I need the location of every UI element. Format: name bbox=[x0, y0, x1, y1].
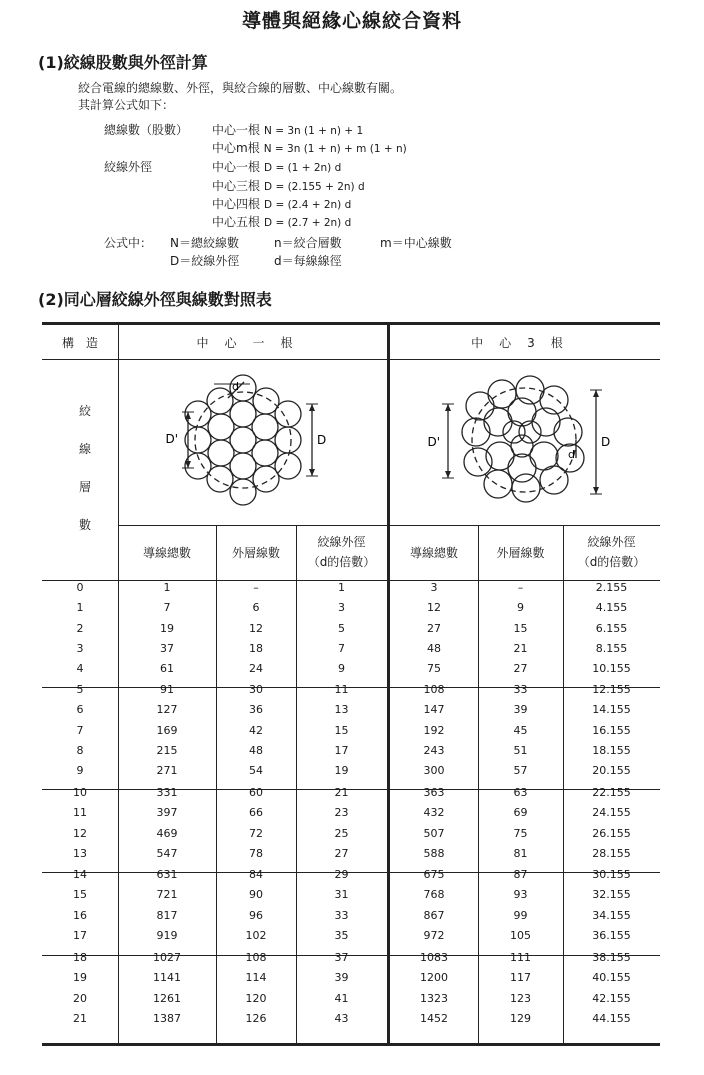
formula-center: 中心一根 bbox=[212, 123, 261, 137]
layer-number-cell: 1 bbox=[76, 601, 84, 615]
layer-number-cell: 6 bbox=[76, 703, 84, 717]
table-cell: 48 bbox=[249, 743, 263, 757]
table-cell: 108 bbox=[245, 951, 267, 964]
formula-expr: D = (1 + 2n) d bbox=[264, 162, 342, 174]
table-cell: 123 bbox=[510, 991, 531, 1005]
table-cell: 21 bbox=[334, 786, 349, 799]
formula-expr: D = (2.4 + 2n) d bbox=[264, 199, 352, 211]
table-cell: 75 bbox=[427, 662, 441, 676]
table-cell: 41 bbox=[334, 991, 349, 1005]
table-cell: 93 bbox=[513, 888, 528, 902]
table-cell: 84 bbox=[249, 868, 263, 881]
intro-line-2: 其計算公式如下： bbox=[78, 98, 175, 112]
table-top-rule bbox=[42, 322, 660, 325]
table-cell: 1323 bbox=[420, 991, 448, 1005]
table-cell: 31 bbox=[334, 888, 349, 902]
table-cell: 1200 bbox=[420, 971, 448, 985]
table-cell: 15 bbox=[334, 723, 349, 737]
table-cell: 469 bbox=[156, 826, 178, 840]
layer-number-cell: 13 bbox=[73, 846, 87, 860]
table-cell: 42 bbox=[249, 723, 263, 737]
col-outer-wires-c3 bbox=[478, 543, 563, 563]
table-cell: 66 bbox=[249, 806, 263, 820]
table-cell: 6 bbox=[252, 601, 260, 615]
table-cell: 22.155 bbox=[592, 786, 631, 799]
table-cell: 4.155 bbox=[595, 601, 628, 615]
table-cell: 75 bbox=[513, 826, 528, 840]
formula-row bbox=[212, 213, 351, 230]
table-cell: 631 bbox=[156, 868, 178, 881]
strand-count-label: 總線數（股數） bbox=[104, 123, 189, 137]
table-cell: 17 bbox=[334, 743, 349, 757]
table-cell: 42.155 bbox=[592, 991, 631, 1005]
table-cell: 21 bbox=[513, 641, 528, 655]
layers-char: 絞 bbox=[78, 404, 91, 418]
col-outer-wires-c1 bbox=[216, 543, 296, 563]
table-cell: 39 bbox=[513, 703, 528, 717]
colhead-text: 導線總數 bbox=[142, 546, 191, 560]
table-cell: 57 bbox=[513, 764, 528, 778]
table-cell: 78 bbox=[249, 846, 263, 860]
table-cell: 111 bbox=[510, 951, 531, 964]
table-cell: 919 bbox=[156, 928, 178, 942]
layer-number-cell: 20 bbox=[73, 991, 87, 1005]
table-cell: 12 bbox=[249, 621, 263, 635]
formula-center: 中心三根 bbox=[212, 179, 261, 193]
table-cell: 363 bbox=[423, 786, 445, 799]
table-cell: 547 bbox=[156, 846, 178, 860]
layer-number-cell: 4 bbox=[76, 662, 84, 676]
colhead-text: 導線總數 bbox=[409, 546, 458, 560]
table-cell: 35 bbox=[334, 928, 349, 942]
table-cell: 43 bbox=[334, 1011, 349, 1025]
center3-header: 中心3根 bbox=[471, 336, 579, 350]
diagram-label-Dprime: D' bbox=[427, 435, 440, 449]
diagram-label-Dprime: D' bbox=[165, 432, 178, 446]
table-cell: 18 bbox=[249, 641, 263, 655]
layer-number-cell: 9 bbox=[76, 764, 84, 778]
table-cell: 397 bbox=[156, 806, 178, 820]
legend-item: d＝每線線徑 bbox=[274, 254, 342, 268]
table-cell: 331 bbox=[156, 786, 178, 799]
table-cell: 127 bbox=[156, 703, 178, 717]
center3-strand-diagram bbox=[390, 360, 660, 525]
table-cell: 192 bbox=[423, 723, 445, 737]
formula-center: 中心一根 bbox=[212, 160, 261, 174]
colhead-text: 絞線外徑 bbox=[317, 535, 366, 549]
table-cell: 1452 bbox=[420, 1011, 448, 1025]
table-cell: 1261 bbox=[153, 991, 181, 1005]
colhead-text: （d的倍數） bbox=[577, 555, 646, 569]
section1-heading: (1)絞線股數與外徑計算 bbox=[38, 53, 208, 72]
table-cell: 117 bbox=[510, 971, 531, 985]
table-cell: 15 bbox=[513, 621, 528, 635]
table-cell: 54 bbox=[249, 764, 263, 778]
table-cell: 87 bbox=[513, 868, 528, 881]
table-cell: 45 bbox=[513, 723, 528, 737]
table-cell: 1027 bbox=[153, 951, 181, 964]
table-cell: 1 bbox=[338, 581, 345, 594]
table-cell: 61 bbox=[160, 662, 174, 676]
diagram-label-D: D bbox=[317, 433, 327, 447]
center1-header: 中心一根 bbox=[196, 336, 309, 350]
table-cell: 768 bbox=[423, 888, 445, 902]
colhead-text: 外層線數 bbox=[231, 546, 280, 560]
layer-number-cell: 14 bbox=[73, 868, 87, 881]
col-outer-dia-c1 bbox=[296, 532, 387, 572]
layers-label bbox=[60, 402, 110, 554]
diagram-label-d: d bbox=[568, 448, 575, 461]
table-cell: 5 bbox=[338, 621, 345, 635]
legend-item: m＝中心線數 bbox=[380, 236, 452, 250]
table-cell: 90 bbox=[249, 888, 263, 902]
table-cell: 972 bbox=[423, 928, 445, 942]
layer-number-cell: 21 bbox=[73, 1011, 87, 1025]
table-cell: 40.155 bbox=[592, 971, 631, 985]
table-cell: 129 bbox=[510, 1011, 531, 1025]
table-cell: 38.155 bbox=[592, 951, 631, 964]
layer-number-cell: 19 bbox=[73, 971, 87, 985]
table-cell: 588 bbox=[423, 846, 445, 860]
layer-number-cell: 5 bbox=[76, 683, 84, 696]
table-cell: 120 bbox=[245, 991, 267, 1005]
layer-number-cell: 16 bbox=[73, 908, 87, 922]
table-cell: 30 bbox=[249, 683, 263, 696]
diagram-label-d: d bbox=[232, 380, 239, 393]
table-cell: 114 bbox=[245, 971, 267, 985]
table-cell: 675 bbox=[423, 868, 445, 881]
colhead-text: 外層線數 bbox=[496, 546, 545, 560]
table-cell: 9 bbox=[517, 601, 524, 615]
structure-header: 構 造 bbox=[61, 336, 98, 350]
formula-center: 中心五根 bbox=[212, 215, 261, 229]
table-cell: 32.155 bbox=[592, 888, 631, 902]
outer-dia-label: 絞線外徑 bbox=[104, 160, 153, 174]
table-cell: 7 bbox=[163, 601, 171, 615]
layers-char: 層 bbox=[78, 480, 91, 494]
page-title: 導體與絕緣心線絞合資料 bbox=[241, 10, 462, 32]
table-cell: 1141 bbox=[153, 971, 181, 985]
table-cell: 19 bbox=[160, 621, 174, 635]
center1-strand-diagram bbox=[118, 360, 387, 525]
formula-row bbox=[212, 158, 341, 175]
formula-expr: D = (2.7 + 2n) d bbox=[264, 217, 352, 229]
col-total-wires-c3 bbox=[390, 543, 478, 563]
formula-center: 中心四根 bbox=[212, 197, 261, 211]
table-cell: 72 bbox=[249, 826, 263, 840]
layer-number-cell: 11 bbox=[73, 806, 87, 820]
table-cell: 105 bbox=[510, 928, 531, 942]
colhead-text: （d的倍數） bbox=[307, 555, 376, 569]
layers-char: 線 bbox=[78, 442, 91, 456]
table-cell: 300 bbox=[423, 764, 445, 778]
layer-number-cell: 2 bbox=[76, 621, 84, 635]
table-cell: 25 bbox=[334, 826, 349, 840]
table-cell: 10.155 bbox=[592, 662, 631, 676]
table-cell: 16.155 bbox=[592, 723, 631, 737]
table-cell: 34.155 bbox=[592, 908, 631, 922]
legend-item: N＝總絞線數 bbox=[170, 236, 239, 250]
formula-row bbox=[212, 121, 363, 138]
table-cell: 37 bbox=[334, 951, 349, 964]
formula-row bbox=[212, 195, 351, 212]
table-cell: 243 bbox=[423, 743, 445, 757]
table-cell: – bbox=[253, 581, 259, 594]
table-cell: 507 bbox=[423, 826, 445, 840]
formula-expr: N = 3n (1 + n) + m (1 + n) bbox=[263, 143, 407, 155]
table-cell: 12.155 bbox=[592, 683, 631, 696]
table-cell: 12 bbox=[427, 601, 441, 615]
colhead-text: 絞線外徑 bbox=[587, 535, 636, 549]
table-cell: 27 bbox=[513, 662, 528, 676]
table-cell: 271 bbox=[156, 764, 178, 778]
table-cell: 14.155 bbox=[592, 703, 631, 717]
table-cell: 7 bbox=[338, 641, 345, 655]
table-cell: 817 bbox=[156, 908, 178, 922]
diagram-label-D: D bbox=[601, 435, 611, 449]
table-cell: 23 bbox=[334, 806, 349, 820]
table-cell: 33 bbox=[334, 908, 349, 922]
table-cell: 91 bbox=[160, 683, 174, 696]
layer-number-cell: 7 bbox=[76, 723, 84, 737]
table-cell: 44.155 bbox=[592, 1011, 631, 1025]
table-cell: 27 bbox=[334, 846, 349, 860]
table-cell: 99 bbox=[513, 908, 528, 922]
table-cell: 27 bbox=[427, 621, 441, 635]
table-cell: 432 bbox=[423, 806, 445, 820]
legend-item: D＝絞線外徑 bbox=[170, 254, 240, 268]
table-cell: 29 bbox=[334, 868, 349, 881]
table-cell: 126 bbox=[245, 1011, 267, 1025]
table-cell: 13 bbox=[334, 703, 349, 717]
formula-expr: N = 3n (1 + n) + 1 bbox=[264, 125, 364, 137]
table-cell: 6.155 bbox=[595, 621, 628, 635]
table-cell: 48 bbox=[427, 641, 441, 655]
section2-heading: (2)同心層絞線外徑與線數對照表 bbox=[38, 290, 272, 309]
table-cell: 33 bbox=[513, 683, 528, 696]
table-cell: 96 bbox=[249, 908, 263, 922]
col-outer-dia-c3 bbox=[563, 532, 660, 572]
table-cell: 37 bbox=[160, 641, 174, 655]
table-cell: 20.155 bbox=[592, 764, 631, 778]
table-bottom-rule bbox=[42, 1043, 660, 1046]
table-cell: – bbox=[517, 581, 524, 594]
table-cell: 9 bbox=[338, 662, 345, 676]
legend-prefix: 公式中： bbox=[104, 236, 153, 250]
table-cell: 1387 bbox=[153, 1011, 181, 1025]
table-cell: 24 bbox=[249, 662, 263, 676]
intro-line-1: 絞合電線的總線數、外徑，與絞合線的層數、中心線數有關。 bbox=[78, 81, 403, 95]
table-cell: 1083 bbox=[420, 951, 448, 964]
table-cell: 19 bbox=[334, 764, 349, 778]
layer-number-cell: 3 bbox=[76, 641, 84, 655]
table-cell: 63 bbox=[513, 786, 528, 799]
layer-number-cell: 17 bbox=[73, 928, 87, 942]
layer-number-cell: 12 bbox=[73, 826, 87, 840]
table-cell: 81 bbox=[513, 846, 528, 860]
table-cell: 8.155 bbox=[595, 641, 628, 655]
layers-char: 數 bbox=[78, 518, 91, 532]
table-cell: 36 bbox=[249, 703, 263, 717]
table-cell: 147 bbox=[423, 703, 445, 717]
table-cell: 102 bbox=[245, 928, 267, 942]
table-cell: 69 bbox=[513, 806, 528, 820]
table-cell: 3 bbox=[338, 601, 345, 615]
legend-item: n＝絞合層數 bbox=[274, 236, 342, 250]
table-cell: 721 bbox=[156, 888, 178, 902]
layer-number-cell: 0 bbox=[76, 581, 84, 594]
layer-number-cell: 8 bbox=[76, 743, 84, 757]
layer-number-cell: 15 bbox=[73, 888, 87, 902]
formula-expr: D = (2.155 + 2n) d bbox=[264, 181, 365, 193]
table-cell: 108 bbox=[423, 683, 445, 696]
table-cell: 3 bbox=[430, 581, 438, 594]
table-cell: 867 bbox=[423, 908, 445, 922]
table-cell: 60 bbox=[249, 786, 263, 799]
table-cell: 39 bbox=[334, 971, 349, 985]
table-cell: 36.155 bbox=[592, 928, 631, 942]
table-cell: 51 bbox=[513, 743, 528, 757]
table-cell: 28.155 bbox=[592, 846, 631, 860]
col-total-wires-c1 bbox=[118, 543, 216, 563]
table-cell: 18.155 bbox=[592, 743, 631, 757]
table-cell: 1 bbox=[163, 581, 171, 594]
formula-center: 中心m根 bbox=[212, 141, 260, 155]
formula-row bbox=[212, 139, 407, 156]
table-cell: 30.155 bbox=[592, 868, 631, 881]
table-cell: 26.155 bbox=[592, 826, 631, 840]
table-cell: 2.155 bbox=[595, 581, 628, 594]
table-cell: 169 bbox=[156, 723, 178, 737]
layer-number-cell: 10 bbox=[73, 786, 87, 799]
layer-number-cell: 18 bbox=[73, 951, 87, 964]
formula-row bbox=[212, 177, 365, 194]
table-cell: 24.155 bbox=[592, 806, 631, 820]
table-cell: 11 bbox=[334, 683, 349, 696]
table-cell: 215 bbox=[156, 743, 178, 757]
